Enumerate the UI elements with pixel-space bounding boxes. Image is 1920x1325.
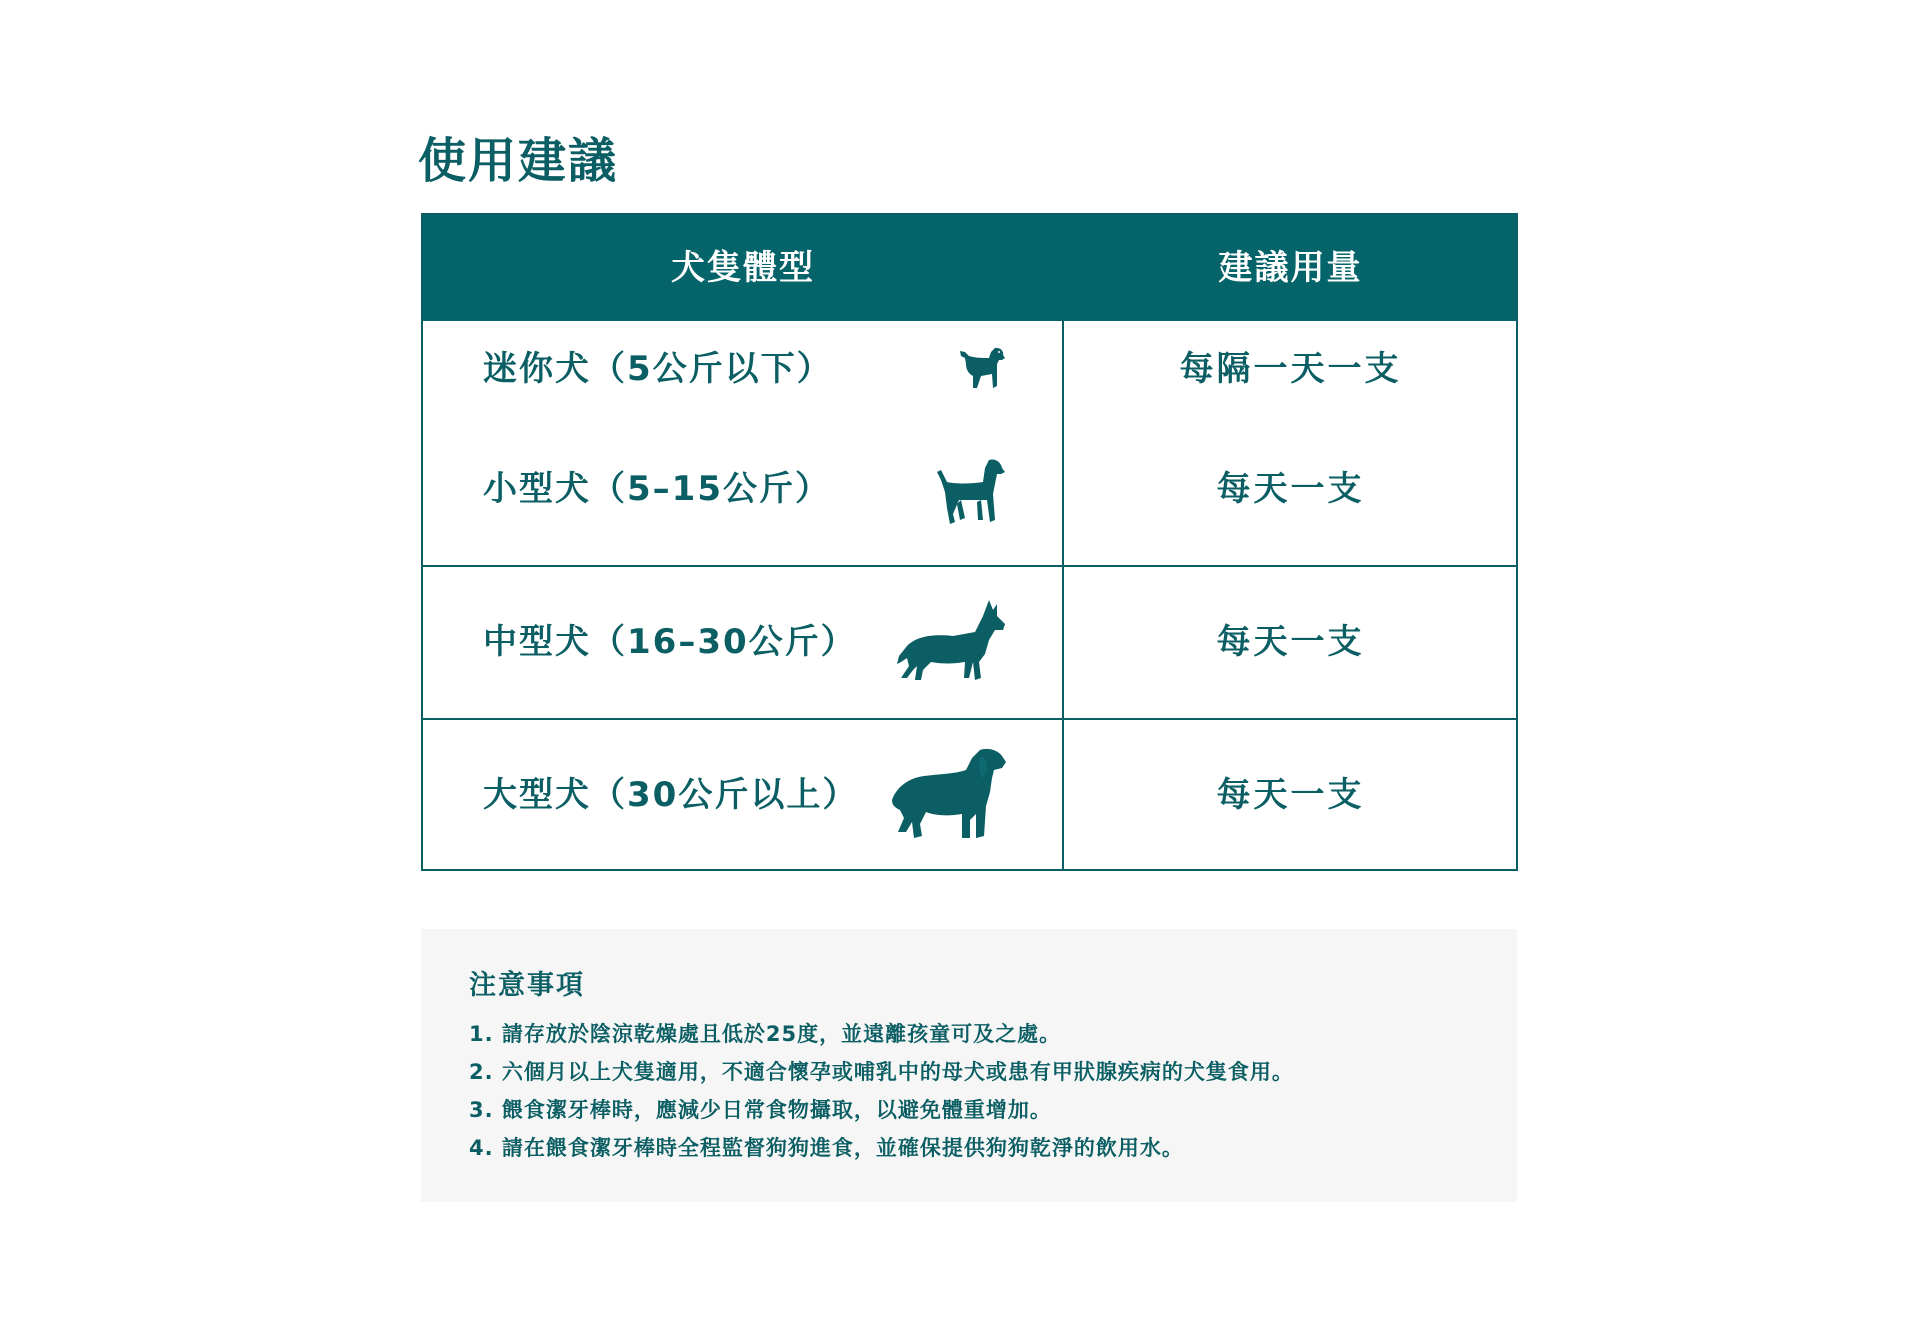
large-dog-icon [892, 748, 1006, 842]
note-item: 2. 六個月以上犬隻適用，不適合懷孕或哺乳中的母犬或患有甲狀腺疾病的犬隻食用。 [469, 1060, 1294, 1084]
note-item: 3. 餵食潔牙棒時，應減少日常食物攝取，以避免體重增加。 [469, 1098, 1052, 1122]
row-divider [423, 565, 1516, 567]
notes-panel [421, 929, 1517, 1202]
row-label-small: 小型犬（5–15公斤） [483, 469, 831, 509]
table-header [423, 215, 1516, 321]
row-dose-medium: 每天一支 [1216, 622, 1365, 662]
page-title: 使用建議 [418, 133, 619, 189]
notes-title: 注意事項 [469, 970, 585, 1001]
row-divider [423, 718, 1516, 720]
note-item: 1. 請存放於陰涼乾燥處且低於25度，並遠離孩童可及之處。 [469, 1022, 1062, 1046]
small-dog-icon [935, 458, 1005, 526]
row-label-medium: 中型犬（16–30公斤） [483, 622, 857, 662]
row-dose-toy: 每隔一天一支 [1179, 349, 1402, 389]
note-item: 4. 請在餵食潔牙棒時全程監督狗狗進食，並確保提供狗狗乾淨的飲用水。 [469, 1136, 1184, 1160]
row-dose-large: 每天一支 [1216, 775, 1365, 815]
row-label-toy: 迷你犬（5公斤以下） [483, 349, 833, 389]
row-label-large: 大型犬（30公斤以上） [483, 775, 859, 815]
medium-dog-icon [897, 600, 1005, 682]
header-dog-size: 犬隻體型 [671, 248, 815, 288]
header-recommended-dose: 建議用量 [1218, 248, 1363, 288]
dosage-table [421, 213, 1518, 871]
toy-dog-icon [959, 346, 1005, 390]
row-dose-small: 每天一支 [1216, 469, 1365, 509]
